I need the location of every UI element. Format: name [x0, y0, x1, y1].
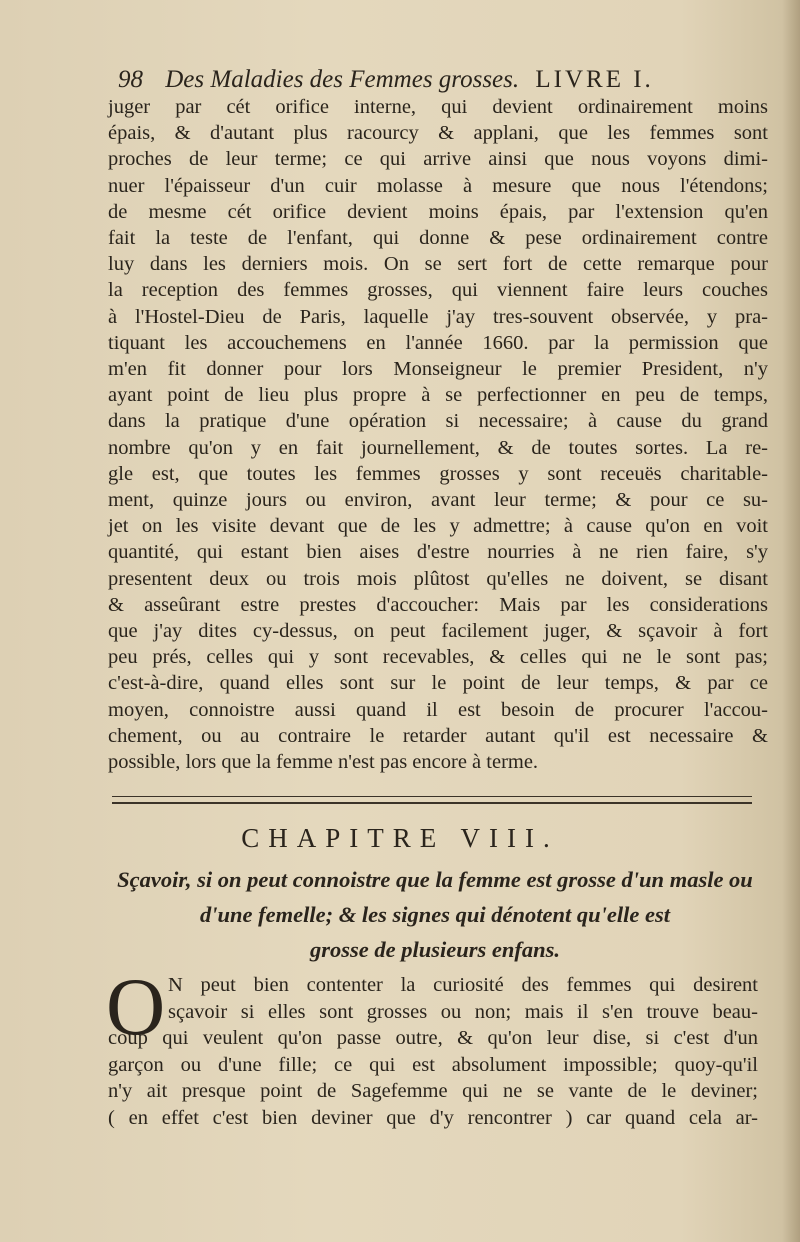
subtitle-line: Sçavoir, si on peut connoistre que la femme est grosse d'un masle ou — [117, 867, 753, 892]
text-line: la reception des femmes grosses, qui viennent faire leurs couches — [108, 279, 768, 302]
text-line: coup qui veulent qu'on passe outre, & qu'on leur dise, si c'est d'un — [108, 1027, 758, 1050]
text-line: possible, lors que la femme n'est pas encore à terme. — [108, 751, 539, 774]
text-line: peu prés, celles qui y sont recevables, & celles qui ne le sont pas; — [108, 646, 768, 669]
text-line: de mesme cét orifice devient moins épais, par l'extension qu'en — [108, 200, 768, 223]
book-label: LIVRE I. — [535, 66, 654, 93]
subtitle-line: grosse de plusieurs enfans. — [309, 937, 561, 962]
drop-cap: O — [106, 961, 166, 1052]
text-line: nombre qu'on y en fait journellement, & de toutes sortes. La re- — [108, 436, 768, 459]
text-line: proches de leur terme; ce qui arrive ainsi que nous voyons dimi- — [108, 148, 768, 171]
text-line: ayant point de lieu plus propre à se perfectionner en peu de temps, — [108, 384, 768, 407]
text-line: dans la pratique d'une opération si necessaire; à cause du grand — [108, 410, 768, 433]
text-line: ment, quinze jours ou environ, avant leur terme; & pour ce su- — [108, 489, 768, 512]
body-paragraph — [108, 94, 768, 775]
text-line: que j'ay dites cy-dessus, on peut facilement juger, & sçavoir à fort — [108, 620, 768, 643]
chapter-heading: CHAPITRE VIII. — [241, 823, 559, 853]
text-line: à l'Hostel-Dieu de Paris, laquelle j'ay tres-souvent observée, y pra- — [108, 305, 768, 328]
subtitle-line: d'une femelle; & les signes qui dénotent qu'elle est — [200, 902, 670, 927]
chapter-subtitle — [100, 862, 770, 967]
text-line: fait la teste de l'enfant, qui donne & pese ordinairement contre — [108, 227, 768, 250]
page-number: 98 — [118, 66, 143, 93]
text-line: & asseûrant estre prestes d'accoucher: Mais par les considerations — [108, 593, 768, 616]
text-line: juger par cét orifice interne, qui devient ordinairement moins — [108, 96, 768, 118]
text-line: luy dans les derniers mois. On se sert fort de cette remarque pour — [108, 253, 768, 276]
text-line: moyen, connoistre aussi quand il est besoin de procurer l'accou- — [108, 698, 768, 721]
text-line: quantité, qui estant bien aises d'estre nourries à ne rien faire, s'y — [108, 541, 768, 564]
page-edge-shadow — [782, 0, 800, 1242]
text-line: chement, ou au contraire le retarder autant qu'il est necessaire & — [108, 724, 768, 747]
text-line: m'en fit donner pour lors Monseigneur le premier President, n'y — [108, 358, 768, 381]
text-line: ( en effet c'est bien deviner que d'y rencontrer ) car quand cela ar- — [108, 1106, 758, 1129]
text-line: gle est, que toutes les femmes grosses y sont receuës charitable- — [108, 462, 768, 485]
running-header — [118, 62, 718, 98]
text-line: garçon ou d'une fille; ce qui est absolument impossible; quoy-qu'il — [108, 1053, 758, 1076]
text-line: N peut bien contenter la curiosité des femmes qui desirent — [168, 974, 758, 996]
text-line: épais, & d'autant plus racourcy & applani, que les femmes sont — [108, 122, 768, 145]
text-line: tiquant les accouchemens en l'année 1660. par la permission que — [108, 331, 768, 354]
text-line: sçavoir si elles sont grosses ou non; mais il s'en trouve beau- — [168, 1000, 758, 1023]
section-divider-rule — [112, 796, 752, 804]
running-title: Des Maladies des Femmes grosses. — [165, 66, 520, 93]
chapter-paragraph — [108, 972, 758, 1132]
text-line: nuer l'épaisseur d'un cuir molasse à mesure que nous l'étendons; — [108, 174, 768, 197]
text-line: n'y ait presque point de Sagefemme qui ne se vante de le deviner; — [108, 1080, 758, 1103]
text-line: presentent deux ou trois mois plûtost qu'elles ne doivent, se disant — [108, 567, 768, 590]
text-line: c'est-à-dire, quand elles sont sur le point de leur temps, & par ce — [108, 672, 768, 695]
text-line: jet on les visite devant que de les y admettre; à cause qu'on en voit — [108, 515, 768, 538]
